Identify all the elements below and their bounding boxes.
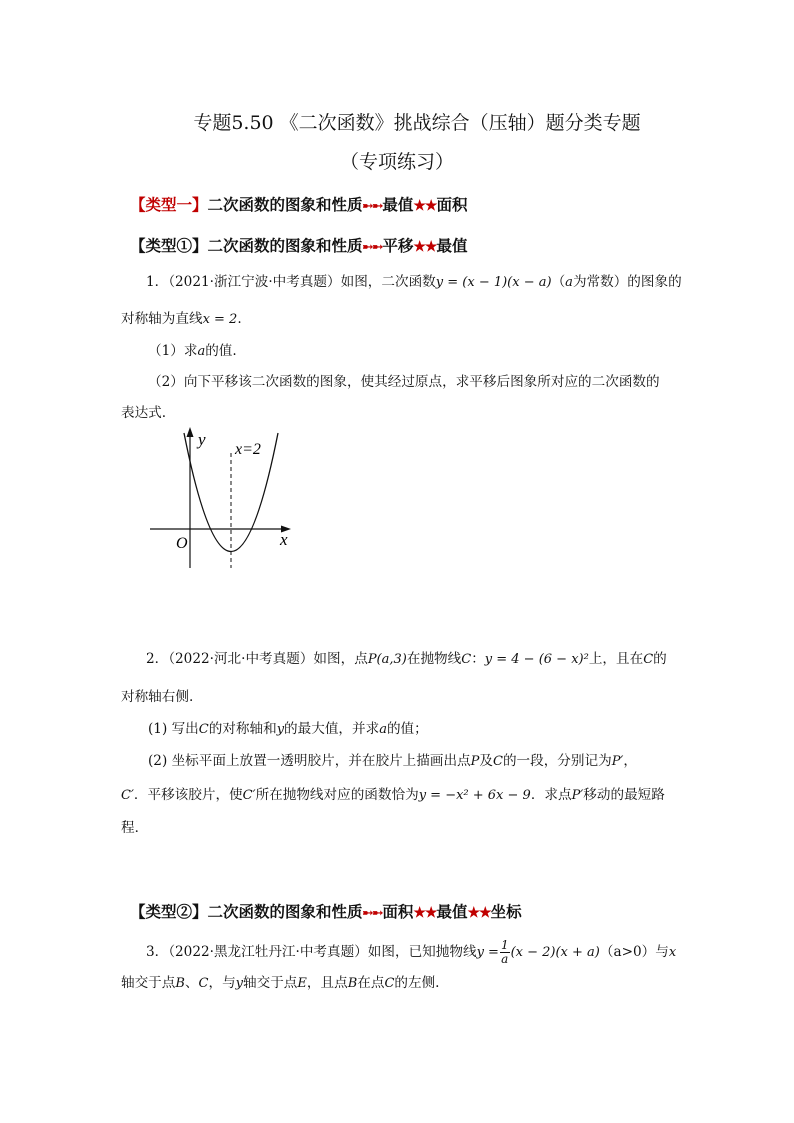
q3-var: C (384, 976, 395, 991)
section-heading-type-b (130, 900, 522, 922)
section-bracket: 【类型一】 (130, 195, 208, 214)
q2-text: 移动的最短路 (583, 787, 665, 803)
q3-text: （a>0）与 (599, 944, 669, 960)
q1-var: a (565, 275, 573, 290)
q3-text: 、 (184, 975, 199, 991)
q1-formula: y = (x − 1)(x − a) (435, 275, 552, 290)
q2-var: C (643, 652, 654, 667)
q3-text: ，且点 (306, 975, 348, 991)
q3-fraction (500, 939, 510, 966)
q2-var: P′ (611, 754, 624, 769)
q2-text: 的对称轴和 (208, 721, 277, 737)
q3-line2 (121, 977, 440, 991)
q1-text: 为常数）的图象的 (572, 274, 682, 290)
q1-sub1 (148, 345, 237, 359)
q2-text: 的值； (386, 721, 428, 737)
q3-text: ，与 (208, 975, 236, 991)
q1-var: a (197, 344, 206, 359)
q2-text: 2．（2022·河北·中考真题）如图，点 (146, 651, 368, 667)
q2-line4: 程． (121, 820, 149, 836)
q3-formula: (x − 2)(x + a) (510, 945, 600, 960)
section-keyword: 最值 (436, 236, 468, 255)
q2-text: 及 (479, 753, 493, 769)
section-keyword: 面积 (382, 902, 414, 921)
q2-sub2 (148, 755, 637, 769)
q2-var: C′ (242, 788, 256, 803)
q2-text: ．求点 (530, 787, 572, 803)
q3-var: B (347, 976, 358, 991)
q2-formula: y = 4 − (6 − x)² (484, 652, 589, 667)
section-keyword: 坐标 (490, 902, 522, 921)
star-icon: ★★ (413, 905, 437, 921)
q2-text: ： (471, 651, 485, 667)
q2-text: 所在抛物线对应的函数恰为 (255, 787, 419, 803)
q1-text: 1．（2021·浙江宁波·中考真题）如图，二次函数 (146, 274, 436, 290)
q3-text: 的左侧. (394, 975, 440, 991)
section-heading-type-1 (130, 193, 467, 215)
origin-label: O (176, 535, 188, 552)
q3-var: y (235, 976, 244, 991)
q3-var: E (297, 976, 307, 991)
q2-text: 在抛物线 (406, 651, 462, 667)
section-text: 二次函数的图象和性质 (207, 195, 363, 214)
q1-line1 (146, 276, 682, 290)
q2-text: 的一段，分别记为 (502, 753, 612, 769)
arrow-icon: ➸➸ (362, 199, 383, 214)
y-axis-label: y (198, 430, 206, 449)
q3-text: 3．（2022·黑龙江牡丹江·中考真题）如图，已知抛物线 (146, 944, 477, 960)
section-bracket: 【类型②】 (130, 902, 208, 921)
q2-text: (2) 坐标平面上放置一透明胶片，并在胶片上描画出点 (148, 753, 471, 769)
q2-text: 上，且在 (588, 651, 644, 667)
q2-var: P (470, 754, 480, 769)
q3-text: 轴交于点 (243, 975, 298, 991)
q3-var: x (668, 945, 677, 960)
q2-var: C′ (121, 788, 134, 803)
q2-text: 的最大值，并求 (284, 721, 380, 737)
section-heading-type-a (130, 234, 467, 256)
section-keyword: 最值 (382, 195, 414, 214)
q1-text: 对称轴为直线 (121, 311, 203, 327)
symmetry-axis-label: x=2 (235, 441, 261, 458)
q2-sub1 (148, 723, 428, 737)
fraction-numerator: 1 (500, 938, 509, 952)
star-icon: ★★ (413, 239, 437, 255)
q2-var: C (492, 754, 503, 769)
q2-text: (1) 写出 (148, 721, 199, 737)
star-icon: ★★ (413, 198, 437, 214)
q2-point: P(a,3) (367, 652, 407, 667)
q1-sub2-cont: 表达式. (121, 405, 167, 421)
fraction-denominator: a (501, 952, 509, 966)
section-text: 二次函数的图象和性质 (207, 902, 363, 921)
q1-sub2: （2）向下平移该二次函数的图象，使其经过原点，求平移后图象所对应的二次函数的 (148, 374, 660, 390)
star-icon: ★★ (467, 905, 491, 921)
q2-formula: y = −x² + 6x − 9 (418, 788, 531, 803)
q3-text: 轴交于点 (121, 975, 176, 991)
q3-var: C (198, 976, 209, 991)
q2-var: a (379, 722, 387, 737)
q3-text: 在点 (357, 975, 385, 991)
parabola-figure (140, 425, 310, 575)
section-keyword: 面积 (436, 195, 468, 214)
q2-text: ， (623, 753, 637, 769)
q3-var: B (175, 976, 185, 991)
section-text: 二次函数的图象和性质 (207, 236, 363, 255)
q2-var: C (198, 722, 209, 737)
section-keyword: 平移 (382, 236, 414, 255)
arrow-icon: ➸➸ (362, 240, 383, 255)
q1-line2 (121, 313, 242, 327)
q2-text: 的 (653, 651, 667, 667)
q1-text: 的值. (205, 343, 237, 359)
arrow-icon: ➸➸ (362, 906, 383, 921)
q3-line1 (146, 939, 676, 966)
q2-line1 (146, 653, 667, 667)
section-bracket: 【类型①】 (130, 236, 208, 255)
q2-var: y (276, 722, 285, 737)
q1-text: . (237, 311, 242, 327)
q2-line2: 对称轴右侧. (121, 689, 194, 705)
q2-text: ．平移该胶片，使 (133, 787, 243, 803)
q2-var: P′ (571, 788, 584, 803)
q1-text: （ (551, 274, 566, 290)
q2-line3 (121, 789, 665, 803)
q1-formula: x = 2 (202, 312, 238, 327)
y-axis-arrow-icon (187, 427, 194, 437)
page-subtitle: （专项练习） (339, 151, 454, 173)
section-keyword: 最值 (436, 902, 468, 921)
q1-text: （1）求 (148, 343, 198, 359)
q2-var: C (461, 652, 472, 667)
q3-formula: y = (476, 945, 499, 960)
x-axis-label: x (280, 530, 288, 549)
page-title: 专题5.50 《二次函数》挑战综合（压轴）题分类专题 (193, 112, 641, 134)
